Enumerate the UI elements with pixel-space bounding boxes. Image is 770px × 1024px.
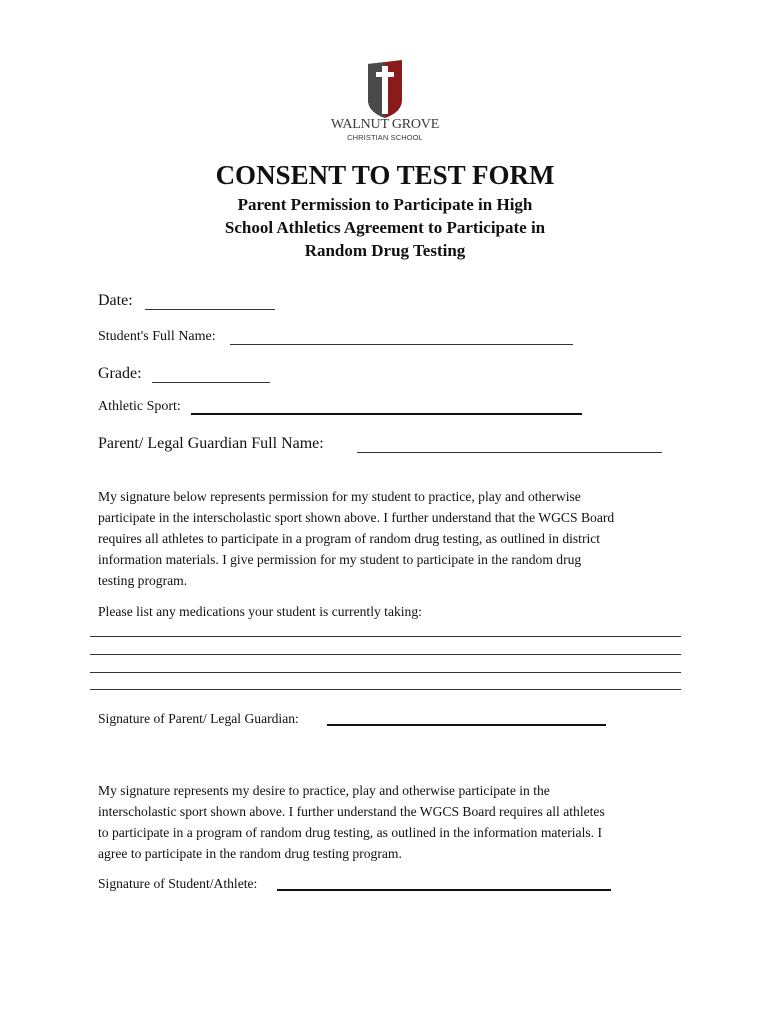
medications-line[interactable] xyxy=(90,636,681,637)
grade-label: Grade: xyxy=(98,365,142,382)
logo-school-subname: CHRISTIAN SCHOOL xyxy=(347,133,423,142)
date-label: Date: xyxy=(98,292,133,309)
subtitle-line: School Athletics Agreement to Participate in xyxy=(224,218,546,237)
parent-permission-paragraph xyxy=(98,486,688,591)
medications-prompt: Please list any medications your student is currently taking: xyxy=(98,604,422,619)
paragraph-line: to participate in a program of random drug testing, as outlined in the information materials. I xyxy=(98,825,602,840)
paragraph-line: information materials. I give permission for my student to participate in the random drug xyxy=(98,552,582,567)
subtitle-line: Parent Permission to Participate in High xyxy=(237,195,533,214)
student-name-label: Student's Full Name: xyxy=(98,329,216,344)
medications-line[interactable] xyxy=(90,672,681,673)
parent-signature-field[interactable] xyxy=(327,724,606,726)
sport-field[interactable] xyxy=(191,413,582,415)
medications-line[interactable] xyxy=(90,654,681,655)
paragraph-line: participate in the interscholastic sport shown above. I further understand that the WGCS Board xyxy=(98,510,615,525)
student-signature-field[interactable] xyxy=(277,889,611,891)
student-signature-label: Signature of Student/Athlete: xyxy=(98,876,258,891)
logo-school-name: WALNUT GROVE xyxy=(330,117,440,132)
paragraph-line: requires all athletes to participate in a program of random drug testing, as outlined in district xyxy=(98,531,601,546)
student-name-field[interactable] xyxy=(230,344,573,345)
form-title: CONSENT TO TEST FORM xyxy=(215,160,555,190)
guardian-name-label: Parent/ Legal Guardian Full Name: xyxy=(98,435,324,452)
sport-label: Athletic Sport: xyxy=(98,399,181,414)
student-agreement-paragraph xyxy=(98,780,688,864)
medications-line[interactable] xyxy=(90,689,681,690)
paragraph-line: My signature represents my desire to practice, play and otherwise participate in the xyxy=(98,783,550,798)
paragraph-line: My signature below represents permission for my student to practice, play and otherwise xyxy=(98,489,581,504)
parent-signature-label: Signature of Parent/ Legal Guardian: xyxy=(98,711,299,726)
subtitle-line: Random Drug Testing xyxy=(304,241,466,260)
date-field[interactable] xyxy=(145,309,275,310)
paragraph-line: agree to participate in the random drug testing program. xyxy=(98,846,402,861)
guardian-name-field[interactable] xyxy=(357,452,662,453)
form-subtitle xyxy=(185,193,585,262)
grade-field[interactable] xyxy=(152,382,270,383)
paragraph-line: interscholastic sport shown above. I further understand the WGCS Board requires all athletes xyxy=(98,804,605,819)
paragraph-line: testing program. xyxy=(98,573,188,588)
